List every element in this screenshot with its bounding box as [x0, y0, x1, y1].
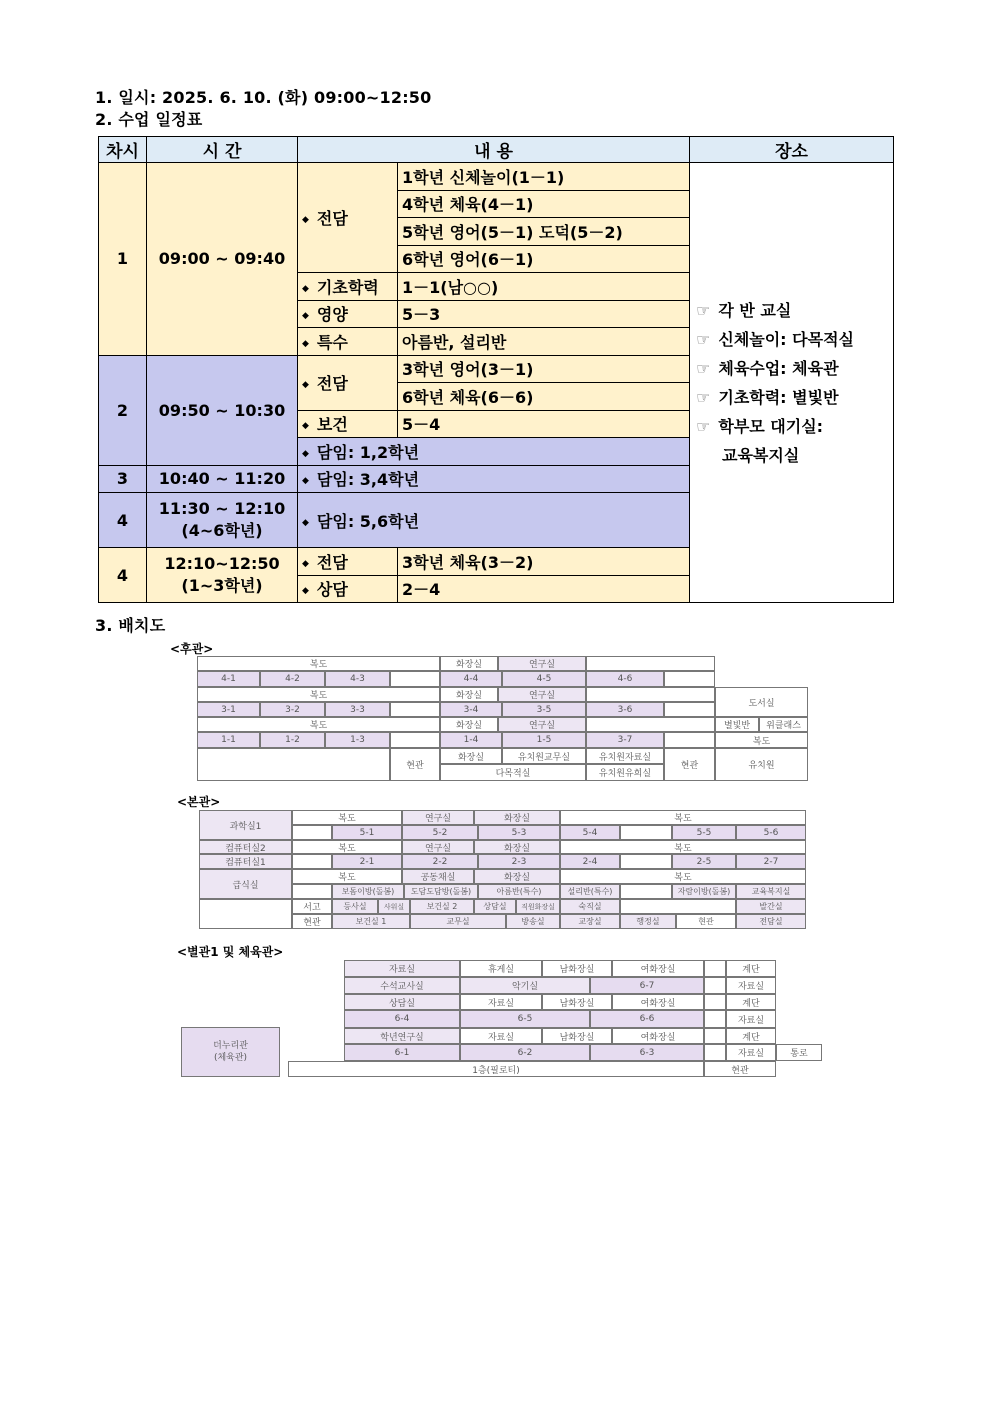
room: 공동채실	[402, 869, 474, 884]
room	[620, 884, 672, 899]
room: 다목적실	[440, 764, 586, 781]
room: 보돔이방(돌봄)	[332, 884, 404, 899]
period-3-time: 10:40 ~ 11:20	[147, 465, 298, 493]
classroom: 6-3	[590, 1044, 704, 1061]
item-row: 3학년 체육(3－2)	[398, 548, 690, 576]
cat-gicho: ◆ 기초학력	[298, 273, 398, 301]
classroom: 2-2	[402, 854, 478, 869]
classroom: 6-2	[460, 1044, 590, 1061]
room: 상담실	[474, 899, 516, 914]
classroom: 3-1	[197, 702, 260, 717]
classroom: 1-1	[197, 732, 260, 748]
corridor: 복도	[292, 810, 402, 825]
bongwan-title: <본관>	[177, 795, 221, 809]
room: 현관	[704, 1061, 776, 1077]
classroom: 4-4	[440, 671, 502, 687]
classroom: 6-1	[344, 1044, 460, 1061]
place-item: ☞ 기초학력: 별빛반	[696, 383, 889, 412]
gym-sub: (체육관)	[213, 1053, 248, 1063]
room	[664, 702, 715, 717]
room: 유치원교무실	[502, 748, 586, 764]
room: 화장실	[440, 717, 498, 732]
room	[197, 748, 390, 781]
period-1-time: 09:00 ~ 09:40	[147, 163, 298, 356]
room: 자료실	[460, 994, 542, 1010]
room	[664, 671, 715, 687]
corridor: 복도	[292, 840, 402, 854]
room: 유치원자료실	[586, 748, 664, 764]
room: 계단	[726, 960, 776, 977]
room: 현관	[390, 748, 440, 781]
classroom: 2-5	[672, 854, 736, 869]
time-text: 11:30 ~ 12:10	[158, 499, 286, 518]
room: 현관	[676, 914, 736, 929]
classroom: 6-5	[460, 1010, 590, 1028]
corridor: 복도	[197, 687, 440, 702]
period-4: 4	[99, 493, 147, 548]
room	[586, 656, 715, 671]
period-2: 2	[99, 355, 147, 465]
room: 과학실1	[199, 810, 292, 840]
corridor: 복도	[292, 869, 402, 884]
room: 학년연구실	[344, 1028, 460, 1044]
room: 상담실	[344, 994, 460, 1010]
room: 아름반(특수)	[478, 884, 560, 899]
classroom: 4-6	[586, 671, 664, 687]
room: 화장실	[440, 656, 498, 671]
room: 남화장실	[542, 1028, 612, 1044]
item-row: 1－1(남○○)	[398, 273, 690, 301]
room: 방송실	[506, 914, 560, 929]
corridor: 복도	[715, 732, 808, 748]
classroom: 1-2	[260, 732, 325, 748]
schedule-heading: 2. 수업 일정표	[95, 110, 203, 129]
gym	[181, 1027, 280, 1077]
room: 등사실	[332, 899, 378, 914]
item-row: 6학년 영어(6－1)	[398, 245, 690, 273]
cat-yeongyang: ◆ 영양	[298, 300, 398, 328]
time-sub: (4~6학년)	[181, 521, 263, 540]
room: 서고	[292, 899, 332, 914]
classroom: 6-6	[590, 1010, 704, 1028]
room: 계단	[726, 994, 776, 1010]
classroom: 2-4	[560, 854, 620, 869]
layout-heading: 3. 배치도	[95, 616, 166, 635]
room	[704, 960, 726, 977]
room: 연구실	[402, 810, 474, 825]
cat-bogeon: ◆ 보건	[298, 410, 398, 438]
period-1: 1	[99, 163, 147, 356]
place-item: ☞ 체육수업: 체육관	[696, 354, 889, 383]
item-row: 3학년 영어(3－1)	[398, 355, 690, 383]
room: 자료실	[726, 1010, 776, 1028]
room	[390, 732, 440, 748]
classroom: 6-7	[590, 977, 704, 994]
period-4-time	[147, 493, 298, 548]
hugwan-title: <후관>	[170, 642, 214, 656]
room: 교무실	[410, 914, 506, 929]
period-3: 3	[99, 465, 147, 493]
classroom: 3-4	[440, 702, 502, 717]
classroom: 3-5	[502, 702, 586, 717]
classroom: 5-2	[402, 825, 478, 840]
room	[704, 994, 726, 1010]
room: 자료실	[726, 977, 776, 994]
room: 1층(필로티)	[288, 1061, 704, 1077]
room: 남화장실	[542, 994, 612, 1010]
room: 현관	[664, 748, 715, 781]
room: 발간실	[736, 899, 806, 914]
item-row: 5－3	[398, 300, 690, 328]
room	[292, 825, 332, 840]
room: 유치원유희실	[586, 764, 664, 781]
corridor: 복도	[197, 656, 440, 671]
room	[292, 884, 332, 899]
room: 연구실	[498, 717, 586, 732]
cat-jeondam: ◆ 전담	[298, 163, 398, 273]
room: 통로	[776, 1044, 822, 1061]
item-row: 5－4	[398, 410, 690, 438]
room	[292, 854, 332, 869]
room: 컴퓨터실1	[199, 854, 292, 869]
room	[390, 671, 440, 687]
classroom: 2-3	[478, 854, 560, 869]
room: 사워실	[378, 899, 410, 914]
cat-damim: ◆ 담임: 3,4학년	[298, 465, 690, 493]
room: 설리반(특수)	[560, 884, 620, 899]
place-item: ☞ 각 반 교실	[696, 296, 889, 325]
classroom: 4-1	[197, 671, 260, 687]
item-row: 1학년 신체놀이(1－1)	[398, 163, 690, 191]
classroom: 5-6	[736, 825, 806, 840]
classroom: 5-1	[332, 825, 402, 840]
room	[704, 977, 726, 994]
room: 급식실	[199, 869, 292, 899]
item-row: 아름반, 설리반	[398, 328, 690, 356]
room: 도담도담방(돌봄)	[404, 884, 478, 899]
classroom: 1-4	[440, 732, 502, 748]
room: 화장실	[474, 869, 560, 884]
classroom: 5-4	[560, 825, 620, 840]
room: 보건실 2	[410, 899, 474, 914]
place-cell	[690, 163, 894, 603]
room: 별빛반	[715, 717, 759, 732]
room: 숙직실	[560, 899, 620, 914]
cat-jeondam: ◆ 전담	[298, 548, 398, 576]
header-place: 장소	[690, 137, 894, 163]
room: 자료실	[460, 1028, 542, 1044]
room: 교장실	[560, 914, 620, 929]
gym-name: 더누리관	[213, 1041, 248, 1051]
cat-teuksu: ◆ 특수	[298, 328, 398, 356]
room: 자람이방(돌봄)	[672, 884, 736, 899]
room: 여화장실	[612, 1028, 704, 1044]
classroom: 3-7	[586, 732, 664, 748]
classroom: 3-6	[586, 702, 664, 717]
room	[704, 1044, 726, 1061]
header-period: 차시	[99, 137, 147, 163]
period-4b-time	[147, 548, 298, 603]
room: 악기실	[460, 977, 590, 994]
item-row: 4학년 체육(4－1)	[398, 190, 690, 218]
byeolgwan-title: <별관1 및 체육관>	[177, 945, 284, 959]
classroom: 5-3	[478, 825, 560, 840]
room: 수석교사실	[344, 977, 460, 994]
corridor: 복도	[560, 840, 806, 854]
room	[620, 899, 736, 914]
room: 화장실	[440, 687, 498, 702]
item-row: 6학년 체육(6－6)	[398, 383, 690, 411]
classroom: 5-5	[672, 825, 736, 840]
corridor: 복도	[560, 810, 806, 825]
room: 자료실	[726, 1044, 776, 1061]
time-text: 12:10~12:50	[164, 554, 280, 573]
header-time: 시 간	[147, 137, 298, 163]
room	[620, 854, 672, 869]
room: 연구실	[498, 656, 586, 671]
room: 행정실	[620, 914, 676, 929]
room: 위클래스	[759, 717, 808, 732]
room: 직원화장실	[516, 899, 560, 914]
room: 현관	[292, 914, 332, 929]
room	[199, 899, 292, 929]
room: 도서실	[715, 687, 808, 717]
corridor: 복도	[197, 717, 440, 732]
room	[704, 1010, 726, 1028]
classroom: 4-5	[502, 671, 586, 687]
period-4b: 4	[99, 548, 147, 603]
cat-damim: ◆ 담임: 1,2학년	[298, 438, 690, 466]
room	[664, 732, 715, 748]
item-row: 2－4	[398, 575, 690, 603]
corridor: 복도	[560, 869, 806, 884]
room: 화장실	[440, 748, 502, 764]
room: 전담실	[736, 914, 806, 929]
room: 자료실	[344, 960, 460, 977]
room	[586, 717, 715, 732]
classroom: 2-1	[332, 854, 402, 869]
classroom: 3-3	[325, 702, 390, 717]
classroom: 6-4	[344, 1010, 460, 1028]
room: 휴게실	[460, 960, 542, 977]
classroom: 4-3	[325, 671, 390, 687]
room	[704, 1028, 726, 1044]
room: 여화장실	[612, 994, 704, 1010]
room: 여화장실	[612, 960, 704, 977]
period-2-time: 09:50 ~ 10:30	[147, 355, 298, 465]
cat-jeondam: ◆ 전담	[298, 355, 398, 410]
room	[390, 702, 440, 717]
room: 화장실	[474, 810, 560, 825]
room: 계단	[726, 1028, 776, 1044]
place-item: ☞ 학부모 대기실:	[696, 412, 889, 441]
classroom: 4-2	[260, 671, 325, 687]
cat-damim: ◆ 담임: 5,6학년	[298, 493, 690, 548]
classroom: 1-3	[325, 732, 390, 748]
room: 연구실	[402, 840, 474, 854]
header-content: 내 용	[298, 137, 690, 163]
room: 컴퓨터실2	[199, 840, 292, 854]
room: 남화장실	[542, 960, 612, 977]
place-item: ☞ 신체놀이: 다목적실	[696, 325, 889, 354]
place-item: 교육복지실	[722, 445, 800, 465]
room: 화장실	[474, 840, 560, 854]
room: 교육복지실	[736, 884, 806, 899]
room	[586, 687, 715, 702]
room: 보건실 1	[332, 914, 410, 929]
room	[620, 825, 672, 840]
room: 유치원	[715, 748, 808, 781]
date-line: 1. 일시: 2025. 6. 10. (화) 09:00~12:50	[95, 88, 432, 107]
time-sub: (1~3학년)	[181, 576, 263, 595]
classroom: 2-7	[736, 854, 806, 869]
classroom: 3-2	[260, 702, 325, 717]
cat-sangdam: ◆ 상담	[298, 575, 398, 603]
classroom: 1-5	[502, 732, 586, 748]
room: 연구실	[498, 687, 586, 702]
schedule-table	[98, 136, 894, 603]
item-row: 5학년 영어(5－1) 도덕(5－2)	[398, 218, 690, 246]
